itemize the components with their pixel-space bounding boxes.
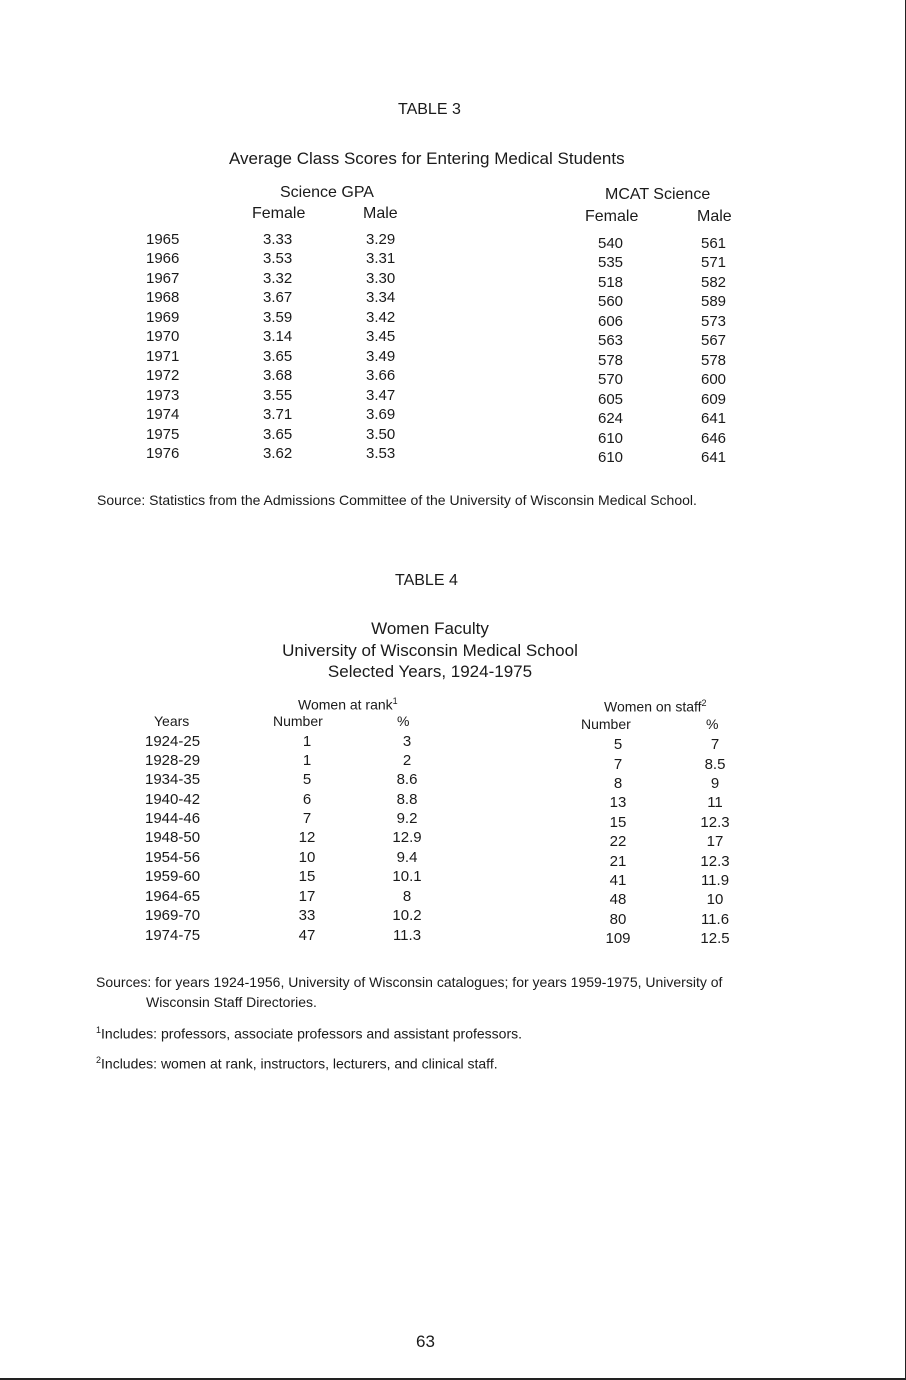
table4-title-line3: Selected Years, 1924-1975 (327, 662, 533, 681)
table3-gpa-male: 3.45 (366, 328, 396, 345)
table3-mcat-male: 589 (701, 293, 727, 310)
table4-years: 1944-46 (145, 810, 201, 827)
table3-gpa-male: 3.31 (366, 250, 396, 267)
table3-gpa-male: 3.53 (366, 445, 396, 462)
table4-staff-number: 13 (609, 794, 627, 811)
table3-mcat-male: 609 (701, 391, 727, 408)
table4-rank-number: 15 (298, 868, 316, 885)
table3-gpa-female: 3.33 (263, 231, 293, 248)
table3-gpa-male: 3.49 (366, 348, 396, 365)
table3-year: 1968 (146, 289, 180, 306)
table4-rank-pct: 3 (402, 733, 412, 750)
table4-rank-number: 47 (298, 927, 316, 944)
table4-years: 1954-56 (145, 849, 201, 866)
table3-year: 1966 (146, 250, 180, 267)
table3-gpa-male: 3.50 (366, 426, 396, 443)
table3-mcat-header: MCAT Science (605, 186, 711, 203)
table4-years: 1974-75 (145, 927, 201, 944)
table4-rank-pct: 9.4 (396, 849, 418, 866)
table3-mcat-male: 641 (701, 449, 727, 466)
table3-gpa-header: Science GPA (280, 184, 374, 201)
table3-gpa-female-header: Female (252, 205, 306, 222)
table4-notes (96, 972, 776, 1073)
table3-mcat-male: 582 (701, 274, 727, 291)
table4-staff-pct: 12.5 (700, 930, 730, 947)
table4-years: 1924-25 (145, 733, 201, 750)
table4-rank-number: 1 (302, 733, 312, 750)
table3-year: 1965 (146, 231, 180, 248)
footnote-1: $^1$Includes: professors, associate professors and assistant professors. (96, 1025, 522, 1042)
table4-staff-pct: 12.3 (700, 814, 730, 831)
table4-staff-pct: 11 (707, 794, 723, 811)
table4-years: 1948-50 (145, 829, 201, 846)
table3-gpa-female: 3.32 (263, 270, 293, 287)
table4-staff-header: Women on staff$^2$ (604, 698, 707, 715)
table4-rank-pct: 11.3 (392, 927, 422, 944)
table3-gpa-female: 3.67 (263, 289, 293, 306)
table4-rank-number-header: Number (273, 713, 323, 729)
page-number: 63 (416, 1332, 435, 1351)
table3-mcat-female: 540 (598, 235, 624, 252)
table3-label: TABLE 3 (398, 101, 461, 118)
table3-source: Source: Statistics from the Admissions Committee of the University of Wisconsin Medical School. (97, 492, 697, 508)
table3-mcat-male: 573 (701, 313, 727, 330)
table3-gpa-female: 3.71 (263, 406, 293, 423)
table4-staff-pct: 8.5 (704, 756, 726, 773)
table4-staff-pct: 10 (706, 891, 724, 908)
table4-staff-number: 21 (609, 853, 627, 870)
table4-staff-pct: 11.9 (700, 872, 730, 889)
table4-staff-number: 41 (609, 872, 627, 889)
table3-gpa-female: 3.65 (263, 348, 293, 365)
footnote-marker-2: 2 (701, 698, 707, 708)
table3-year: 1970 (146, 328, 180, 345)
table4-rank-header: Women at rank$^1$ (298, 696, 398, 713)
table3-gpa-male: 3.34 (366, 289, 396, 306)
table4-staff-pct: 7 (710, 736, 720, 753)
table4-years: 1928-29 (145, 752, 201, 769)
table3-mcat-male: 571 (701, 254, 727, 271)
table4-staff-pct: 11.6 (700, 911, 730, 928)
table4-rank-pct: 10.2 (392, 907, 422, 924)
table4-label: TABLE 4 (395, 572, 458, 589)
table3-gpa-male: 3.47 (366, 387, 396, 404)
table3-gpa-male: 3.42 (366, 309, 396, 326)
table3-year: 1972 (146, 367, 180, 384)
table3-mcat-female: 560 (598, 293, 624, 310)
table3-year: 1969 (146, 309, 180, 326)
table3-mcat-female: 563 (598, 332, 624, 349)
table4-rank-pct: 12.9 (392, 829, 422, 846)
table4-rank-number: 17 (298, 888, 316, 905)
table4-sources: Sources: for years 1924-1956, University of Wisconsin catalogues; for years 1959-1975, University of Wisconsin Staff Directories. (96, 974, 723, 1010)
table4-years: 1964-65 (145, 888, 201, 905)
table4-staff-pct: 12.3 (700, 853, 730, 870)
table3-year: 1975 (146, 426, 180, 443)
table4-years: 1940-42 (145, 791, 201, 808)
table4-staff-number: 7 (613, 756, 623, 773)
table4-rank-number: 7 (302, 810, 312, 827)
table3-gpa-male: 3.69 (366, 406, 396, 423)
table4-rank-number: 10 (298, 849, 316, 866)
table3-mcat-female: 610 (598, 430, 624, 447)
table4-staff-number: 15 (609, 814, 627, 831)
table3-mcat-male-header: Male (697, 208, 732, 225)
table3-mcat-female: 518 (598, 274, 624, 291)
table3-mcat-female: 624 (598, 410, 624, 427)
footnote-2: $^2$Includes: women at rank, instructors, lecturers, and clinical staff. (96, 1054, 498, 1072)
table3-gpa-female: 3.53 (263, 250, 293, 267)
footnote-marker-1: 1 (392, 696, 398, 706)
table4-rank-pct: 2 (402, 752, 412, 769)
table3-mcat-female: 570 (598, 371, 624, 388)
table3-gpa-female: 3.55 (263, 387, 293, 404)
table4-rank-number: 12 (298, 829, 316, 846)
table4-rank-number: 33 (298, 907, 316, 924)
table4-staff-number: 22 (609, 833, 627, 850)
table3-year: 1976 (146, 445, 180, 462)
table3-gpa-female: 3.62 (263, 445, 293, 462)
table4-years: 1934-35 (145, 771, 201, 788)
table3-mcat-female-header: Female (585, 208, 639, 225)
table3-year: 1973 (146, 387, 180, 404)
table3-year: 1971 (146, 348, 180, 365)
table4-staff-number: 80 (609, 911, 627, 928)
table4-title-line1: Women Faculty (371, 619, 489, 638)
table3-mcat-female: 578 (598, 352, 624, 369)
table4-rank-pct-header: % (397, 713, 410, 729)
table4-rank-number: 5 (302, 771, 312, 788)
table3-gpa-female: 3.14 (263, 328, 293, 345)
table4-rank-number: 1 (302, 752, 312, 769)
table4-years: 1969-70 (145, 907, 201, 924)
table4-title-line2: University of Wisconsin Medical School (282, 641, 578, 660)
table3-year: 1967 (146, 270, 180, 287)
table4-rank-pct: 9.2 (396, 810, 418, 827)
table4-rank-number: 6 (302, 791, 312, 808)
table3-year: 1974 (146, 406, 180, 423)
table3-mcat-female: 610 (598, 449, 624, 466)
table3-gpa-male: 3.29 (366, 231, 396, 248)
table4-staff-pct: 9 (710, 775, 720, 792)
table3-mcat-female: 605 (598, 391, 624, 408)
table4-staff-number: 5 (613, 736, 623, 753)
table3-title: Average Class Scores for Entering Medical Students (229, 149, 625, 168)
table4-rank-pct: 8 (402, 888, 412, 905)
table4-staff-number: 48 (609, 891, 627, 908)
table4-staff-number: 109 (605, 930, 631, 947)
table3-gpa-female: 3.68 (263, 367, 293, 384)
table3-gpa-female: 3.65 (263, 426, 293, 443)
table3-mcat-male: 567 (701, 332, 727, 349)
table4-rank-pct: 10.1 (392, 868, 422, 885)
table3-gpa-male: 3.30 (366, 270, 396, 287)
table3-gpa-male: 3.66 (366, 367, 396, 384)
table3-mcat-female: 535 (598, 254, 624, 271)
table4-years-header: Years (154, 713, 190, 729)
table4-rank-pct: 8.6 (396, 771, 418, 788)
table3-mcat-female: 606 (598, 313, 624, 330)
table4-rank-pct: 8.8 (396, 791, 418, 808)
table3-mcat-male: 561 (701, 235, 727, 252)
table3-mcat-male: 641 (701, 410, 727, 427)
table4-staff-number: 8 (613, 775, 623, 792)
table4-years: 1959-60 (145, 868, 201, 885)
table4-staff-pct-header: % (706, 716, 719, 732)
table3-mcat-male: 646 (701, 430, 727, 447)
table4-staff-number-header: Number (581, 716, 631, 732)
table3-mcat-male: 578 (701, 352, 727, 369)
table3-mcat-male: 600 (701, 371, 727, 388)
table3-gpa-female: 3.59 (263, 309, 293, 326)
table3-gpa-male-header: Male (363, 205, 398, 222)
table4-staff-pct: 17 (706, 833, 724, 850)
